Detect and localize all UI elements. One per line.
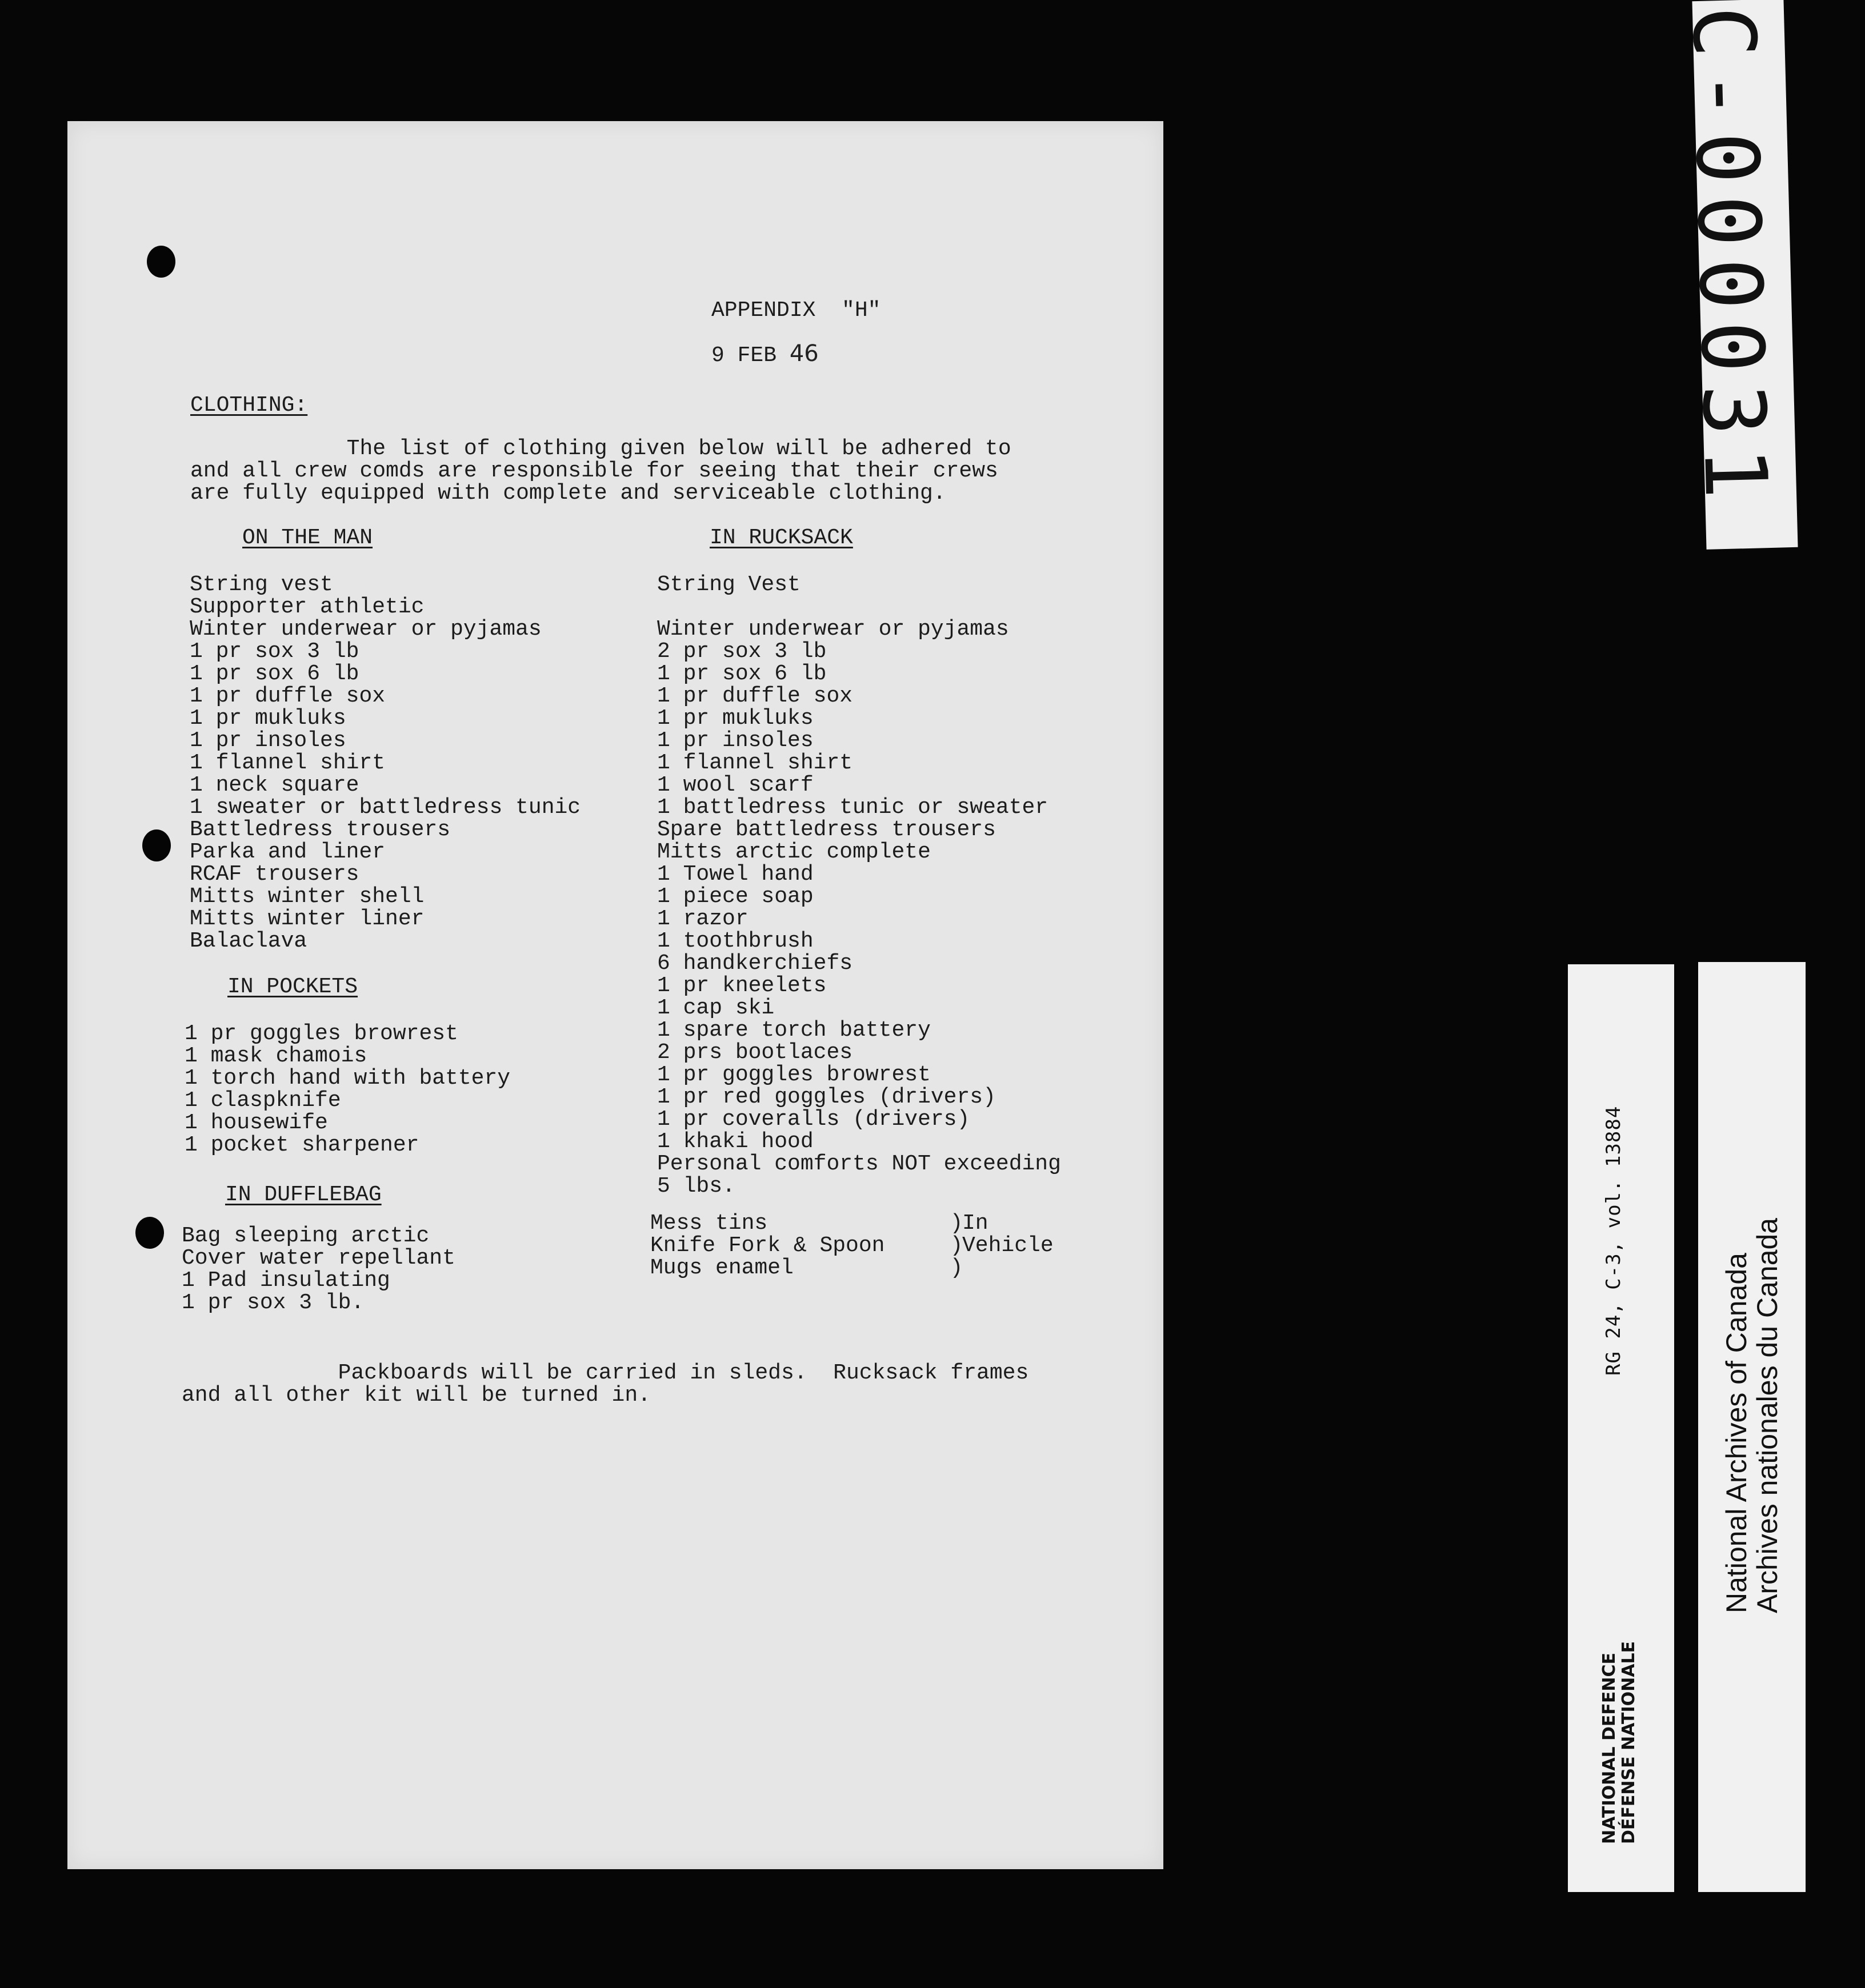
list-item: 1 pr insoles <box>190 728 346 753</box>
list-item: Parka and liner <box>190 840 386 864</box>
list-item: 1 pr mukluks <box>657 706 814 731</box>
intro-paragraph: The list of clothing given below will be adhered to and all crew comds are responsible for seeing that their crews are fully equipped with complete and serviceable clothing. <box>190 436 1011 506</box>
list-item: String Vest <box>657 572 801 597</box>
list-item: 5 lbs. <box>657 1174 735 1199</box>
list-item: String vest <box>190 572 333 597</box>
list-item: 1 pr sox 3 lb. <box>182 1290 365 1315</box>
in-rucksack-heading: IN RUCKSACK <box>710 526 853 550</box>
vehicle-note-line: Vehicle <box>962 1233 1054 1258</box>
list-item: 1 wool scarf <box>657 773 814 797</box>
on-the-man-heading: ON THE MAN <box>242 526 373 550</box>
list-item: 1 razor <box>657 907 749 931</box>
list-item: Winter underwear or pyjamas <box>190 617 542 642</box>
department-name-fr: DÉFENSE NATIONALE <box>1619 1641 1639 1844</box>
list-item: 1 pr sox 6 lb <box>190 662 359 686</box>
list-item: Winter underwear or pyjamas <box>657 617 1009 642</box>
list-item: 1 sweater or battledress tunic <box>190 795 581 820</box>
list-item: 1 khaki hood <box>657 1129 814 1154</box>
list-item: 1 battledress tunic or sweater <box>657 795 1048 820</box>
archive-reference: RG 24, C-3, vol. 13884 <box>1602 1105 1625 1376</box>
on-the-man-list <box>190 574 581 952</box>
punch-hole-top <box>147 246 175 278</box>
archive-institution-name <box>1721 1218 1783 1613</box>
list-item: 1 Pad insulating <box>182 1268 390 1293</box>
vehicle-items-list <box>650 1212 963 1279</box>
in-pockets-list <box>185 1023 510 1156</box>
list-item: 1 piece soap <box>657 884 814 909</box>
vehicle-note-line: In <box>962 1211 988 1236</box>
in-dufflebag-list <box>182 1225 455 1314</box>
list-item: 1 pr coveralls (drivers) <box>657 1107 970 1132</box>
list-item: Mess tins ) <box>650 1211 963 1236</box>
list-item: 1 housewife <box>185 1111 328 1135</box>
list-item: 1 pr mukluks <box>190 706 346 731</box>
list-item: 6 handkerchiefs <box>657 951 853 976</box>
list-item: RCAF trousers <box>190 862 359 887</box>
list-item: Balaclava <box>190 929 307 953</box>
list-item: 1 cap ski <box>657 996 775 1020</box>
section-title: CLOTHING: <box>190 393 308 418</box>
date-handwritten-year: 46 <box>789 340 819 367</box>
list-item: 1 flannel shirt <box>657 751 853 775</box>
list-item: Mugs enamel ) <box>650 1256 963 1280</box>
archive-reference-label <box>1568 964 1674 1892</box>
list-item: 1 pr sox 6 lb <box>657 662 827 686</box>
list-item: 1 pr insoles <box>657 728 814 753</box>
list-item: Battledress trousers <box>190 817 451 842</box>
list-item: 1 pr duffle sox <box>657 684 853 708</box>
list-item: Supporter athletic <box>190 595 425 619</box>
closing-paragraph: Packboards will be carried in sleds. Rucksack frames and all other kit will be turned in. <box>182 1361 1029 1408</box>
document-page <box>67 121 1163 1869</box>
list-item: 2 prs bootlaces <box>657 1040 853 1065</box>
in-pockets-heading: IN POCKETS <box>227 975 358 999</box>
list-item: Mitts winter liner <box>190 907 425 931</box>
archive-institution-label <box>1698 962 1806 1892</box>
document-date <box>711 340 819 368</box>
list-item: Personal comforts NOT exceeding <box>657 1152 1061 1176</box>
list-item: 1 pr kneelets <box>657 973 827 998</box>
list-item: Mitts arctic complete <box>657 840 931 864</box>
appendix-heading: APPENDIX "H" <box>711 298 881 323</box>
vehicle-note <box>962 1212 1054 1257</box>
frame-number: C-000031 <box>1672 5 1786 512</box>
list-item: 1 pr duffle sox <box>190 684 386 708</box>
list-item: Bag sleeping arctic <box>182 1224 430 1248</box>
punch-hole-middle <box>142 829 171 861</box>
punch-hole-bottom <box>135 1217 164 1249</box>
list-item: Mitts winter shell <box>190 884 425 909</box>
list-item: 1 spare torch battery <box>657 1018 931 1043</box>
list-item: Cover water repellant <box>182 1246 455 1270</box>
list-item: Knife Fork & Spoon ) <box>650 1233 963 1258</box>
list-item: 1 claspknife <box>185 1088 341 1113</box>
list-item: 1 mask chamois <box>185 1044 367 1068</box>
archive-institution-name-fr: Archives nationales du Canada <box>1751 1217 1783 1613</box>
list-item: 1 neck square <box>190 773 359 797</box>
list-item: 1 pr sox 3 lb <box>190 639 359 664</box>
department-name <box>1600 1641 1639 1844</box>
list-item: 1 pr goggles browrest <box>185 1021 458 1046</box>
department-name-en: NATIONAL DEFENCE <box>1599 1652 1619 1844</box>
list-item: 1 torch hand with battery <box>185 1066 511 1091</box>
list-item: 1 Towel hand <box>657 862 814 887</box>
list-item: 1 pr goggles browrest <box>657 1063 931 1087</box>
in-dufflebag-heading: IN DUFFLEBAG <box>225 1183 382 1207</box>
blank-line <box>657 596 1061 618</box>
archive-institution-name-en: National Archives of Canada <box>1720 1253 1752 1613</box>
date-typed: 9 FEB <box>711 343 777 368</box>
in-rucksack-list <box>657 574 1061 1197</box>
list-item: 1 pr red goggles (drivers) <box>657 1085 996 1109</box>
list-item: 1 flannel shirt <box>190 751 386 775</box>
frame-number-strip <box>1672 0 1798 550</box>
list-item: 2 pr sox 3 lb <box>657 639 827 664</box>
list-item: Spare battledress trousers <box>657 817 996 842</box>
list-item: 1 toothbrush <box>657 929 814 953</box>
list-item: 1 pocket sharpener <box>185 1133 419 1157</box>
